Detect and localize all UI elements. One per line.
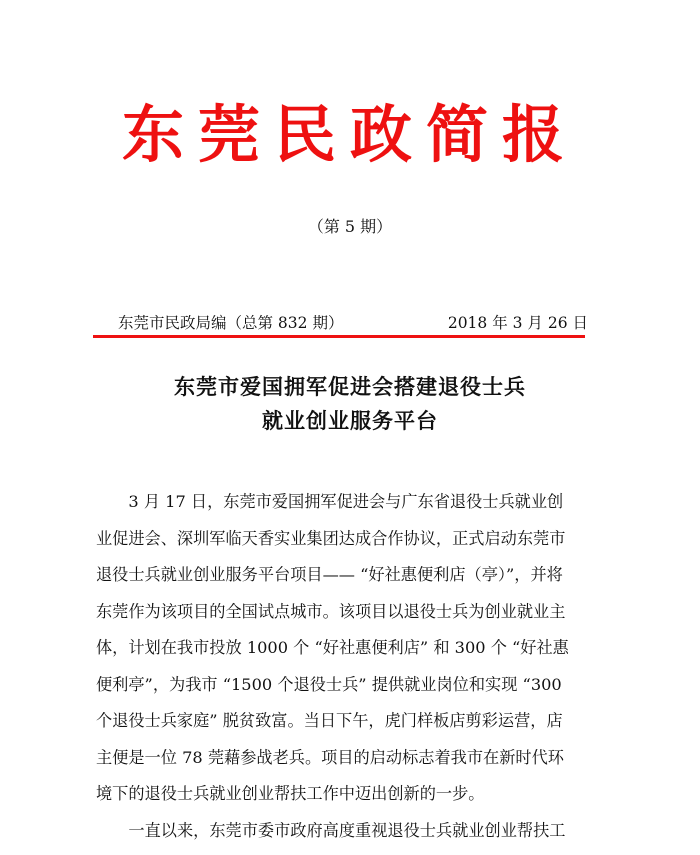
body-line: 一直以来，东莞市委市政府高度重视退役士兵就业创业帮扶工: [128, 820, 566, 840]
body-line: 主便是一位 78 莞藉参战老兵。项目的启动标志着我市在新时代环: [96, 747, 564, 767]
body-line: 便利亭”，为我市 “1500 个退役士兵” 提供就业岗位和实现 “300: [96, 674, 562, 694]
body-line: 体，计划在我市投放 1000 个 “好社惠便利店” 和 300 个 “好社惠: [96, 638, 569, 657]
body-line: 3 月 17 日，东莞市爱国拥军促进会与广东省退役士兵就业创: [128, 492, 564, 511]
article-body: [96, 484, 606, 849]
body-line: 个退役士兵家庭” 脱贫致富。当日下午，虎门样板店剪彩运营，店: [96, 711, 563, 730]
issue-number: （第 5 期）: [307, 217, 393, 236]
headline-line-2: 就业创业服务平台: [262, 408, 438, 433]
paragraph-1: [96, 484, 606, 813]
body-line: 业促进会、深圳军临天香实业集团达成合作协议，正式启动东莞市: [96, 528, 566, 548]
publish-date: 2018 年 3 月 26 日: [447, 314, 588, 332]
paragraph-2: [96, 813, 606, 850]
masthead-title: 东莞民政简报: [121, 98, 578, 171]
body-line: 境下的退役士兵就业创业帮扶工作中迈出创新的一步。: [96, 784, 485, 803]
red-divider: [93, 335, 585, 338]
article-headline: [0, 370, 700, 438]
headline-line-1: 东莞市爱国拥军促进会搭建退役士兵: [174, 374, 526, 399]
body-line: 东莞作为该项目的全国试点城市。该项目以退役士兵为创业就业主: [96, 601, 566, 621]
editor-line: 东莞市民政局编（总第 832 期）: [118, 314, 344, 332]
body-line: 退役士兵就业创业服务平台项目—— “好社惠便利店（亭）”，并将: [96, 565, 563, 584]
